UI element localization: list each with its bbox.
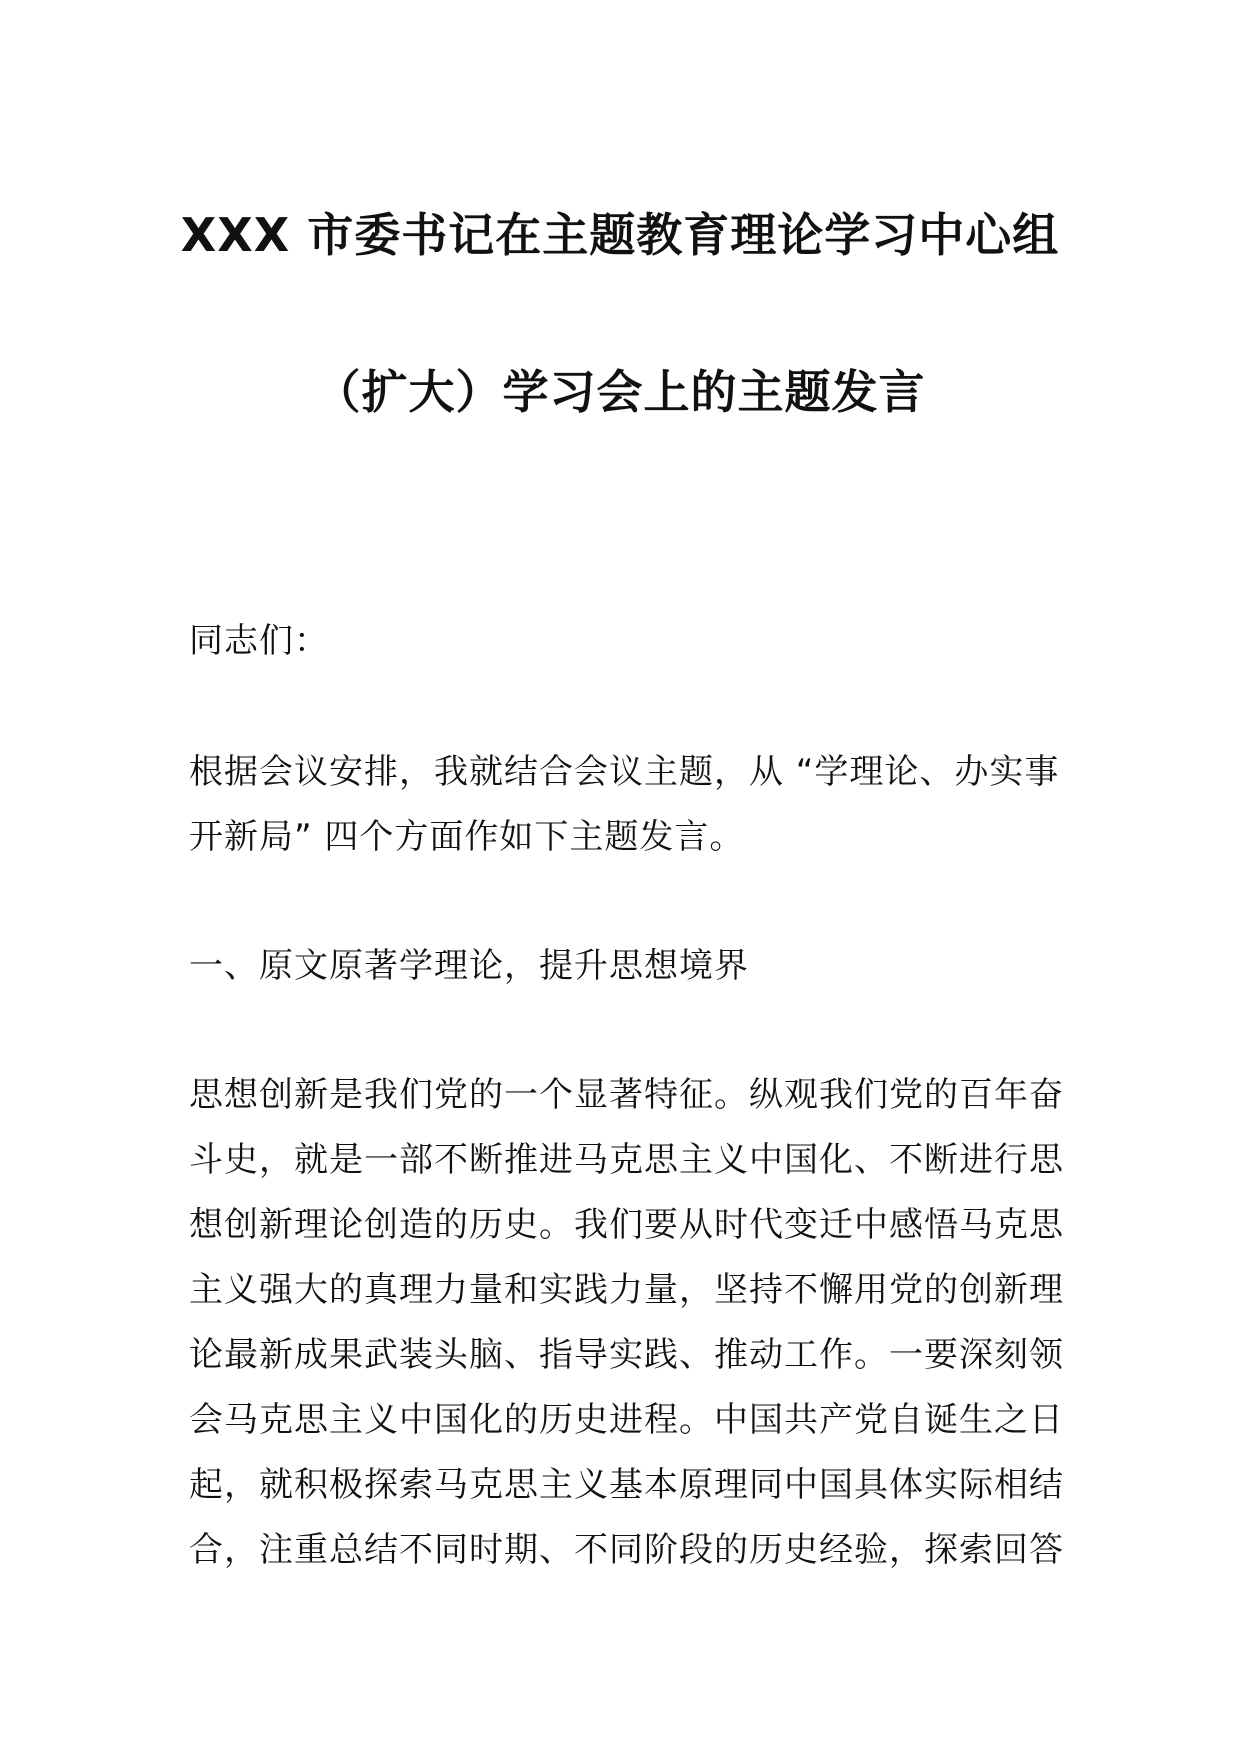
document-title-line-2: （扩大）学习会上的主题发言	[314, 365, 926, 419]
intro-line: 根据会议安排，我就结合会议主题，从 “学理论、办实事	[189, 752, 1060, 792]
greeting-text: 同志们：	[189, 621, 329, 661]
greeting	[189, 609, 1059, 674]
paragraph-line: 想创新理论创造的历史。我们要从时代变迁中感悟马克思	[189, 1205, 1064, 1245]
document-title-line-1: XXX 市委书记在主题教育理论学习中心组	[180, 208, 1060, 262]
section-heading	[189, 934, 1059, 999]
paragraph-line: 斗史，就是一部不断推进马克思主义中国化、不断进行思	[189, 1140, 1064, 1180]
paragraph-line: 主义强大的真理力量和实践力量，坚持不懈用党的创新理	[189, 1270, 1064, 1310]
paragraph-line: 合，注重总结不同时期、不同阶段的历史经验，探索回答	[189, 1530, 1064, 1570]
body-paragraph	[189, 1063, 1064, 1583]
paragraph-line: 会马克思主义中国化的历史进程。中国共产党自诞生之日	[189, 1400, 1064, 1440]
intro-paragraph	[189, 740, 1059, 870]
paragraph-line: 论最新成果武装头脑、指导实践、推动工作。一要深刻领	[189, 1335, 1064, 1375]
paragraph-line: 思想创新是我们党的一个显著特征。纵观我们党的百年奋	[189, 1075, 1064, 1115]
section-heading-text: 一、原文原著学理论，提升思想境界	[189, 946, 749, 986]
intro-line: 开新局” 四个方面作如下主题发言。	[189, 817, 745, 857]
paragraph-line: 起，就积极探索马克思主义基本原理同中国具体实际相结	[189, 1465, 1064, 1505]
